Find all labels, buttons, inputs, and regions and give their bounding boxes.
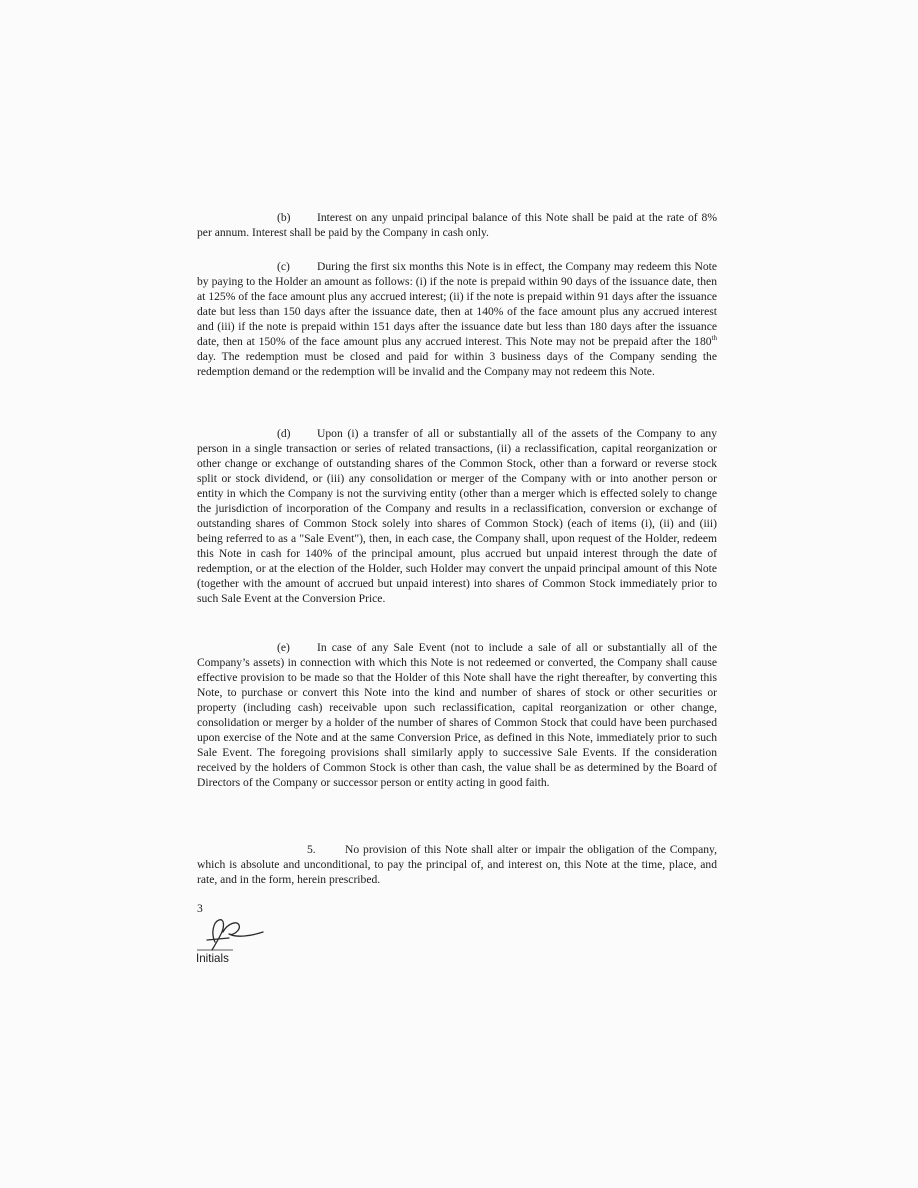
page-number: 3: [197, 902, 203, 915]
paragraph-d-label: (d): [277, 427, 291, 440]
paragraph-b-label: (b): [277, 211, 291, 224]
ordinal-superscript: th: [711, 334, 717, 343]
paragraph-b: [197, 210, 717, 240]
paragraph-c-text: During the first six months this Note is in effect, the Company may redeem this Note by paying to the Holder an amount as follows: (i) if the note is prepaid within 90 days of the issuance date, then at 125% of the face amount plus any accrued interest; (ii) if the note is prepaid within 91 days after the issuance date but less than 150 days after the issuance date, then at 140% of the face amount plus any accrued interest and (iii) if the note is prepaid within 151 days after the issuance date but less than 180 days after the issuance date, then at 150% of the face amount plus any accrued interest. This Note may not be prepaid after the 180: [197, 260, 717, 348]
paragraph-c-label: (c): [277, 260, 290, 273]
paragraph-e: [197, 640, 717, 790]
paragraph-e-text: In case of any Sale Event (not to include a sale of all or substantially all of the Company’s assets) in connection with which this Note is not redeemed or converted, the Company shall cause effective provision to be made so that the Holder of this Note shall have the right thereafter, by converting this Note, to purchase or convert this Note into the kind and number of shares of stock or other securities or property (including cash) receivable upon such reclassification, capital reorganization or other change, consolidation or merger by a holder of the number of shares of Common Stock that could have been purchased upon exercise of the Note and at the same Conversion Price, as defined in this Note, immediately prior to such Sale Event. The foregoing provisions shall similarly apply to successive Sale Events. If the consideration received by the holders of Common Stock is other than cash, the value shall be as determined by the Board of Directors of the Company or successor person or entity acting in good faith.: [197, 641, 717, 789]
paragraph-c: [197, 259, 717, 379]
initials-label: Initials: [196, 952, 229, 965]
paragraph-d-text: Upon (i) a transfer of all or substantially all of the assets of the Company to any person in a single transaction or series of related transactions, (ii) a reclassification, capital reorganization or other change or exchange of outstanding shares of the Common Stock, other than a forward or reverse stock split or stock dividend, or (iii) any consolidation or merger of the Company with or into another person or entity in which the Company is not the surviving entity (other than a merger which is effected solely to change the jurisdiction of incorporation of the Company and results in a reclassification, conversion or exchange of outstanding shares of Common Stock solely into shares of Common Stock) (each of items (i), (ii) and (iii) being referred to as a "Sale Event"), then, in each case, the Company shall, upon request of the Holder, redeem this Note in cash for 140% of the principal amount, plus accrued but unpaid interest through the date of redemption, or at the election of the Holder, such Holder may convert the unpaid principal amount of this Note (together with the amount of accrued but unpaid interest) into shares of Common Stock immediately prior to such Sale Event at the Conversion Price.: [197, 427, 717, 605]
paragraph-5-label: 5.: [307, 843, 316, 856]
initials-block: [193, 912, 273, 972]
paragraph-d: [197, 426, 717, 606]
initials-signature: [193, 912, 273, 956]
paragraph-5-text: No provision of this Note shall alter or impair the obligation of the Company, which is absolute and unconditional, to pay the principal of, and interest on, this Note at the time, place, and rate, and in the form, herein prescribed.: [197, 843, 717, 886]
paragraph-e-label: (e): [277, 641, 290, 654]
paragraph-b-text: Interest on any unpaid principal balance of this Note shall be paid at the rate of 8% per annum. Interest shall be paid by the Company in cash only.: [197, 211, 717, 239]
paragraph-5: [197, 842, 717, 887]
paragraph-c-text-continued: day. The redemption must be closed and paid for within 3 business days of the Company sending the redemption demand or the redemption will be invalid and the Company may not redeem this Note.: [197, 350, 717, 378]
